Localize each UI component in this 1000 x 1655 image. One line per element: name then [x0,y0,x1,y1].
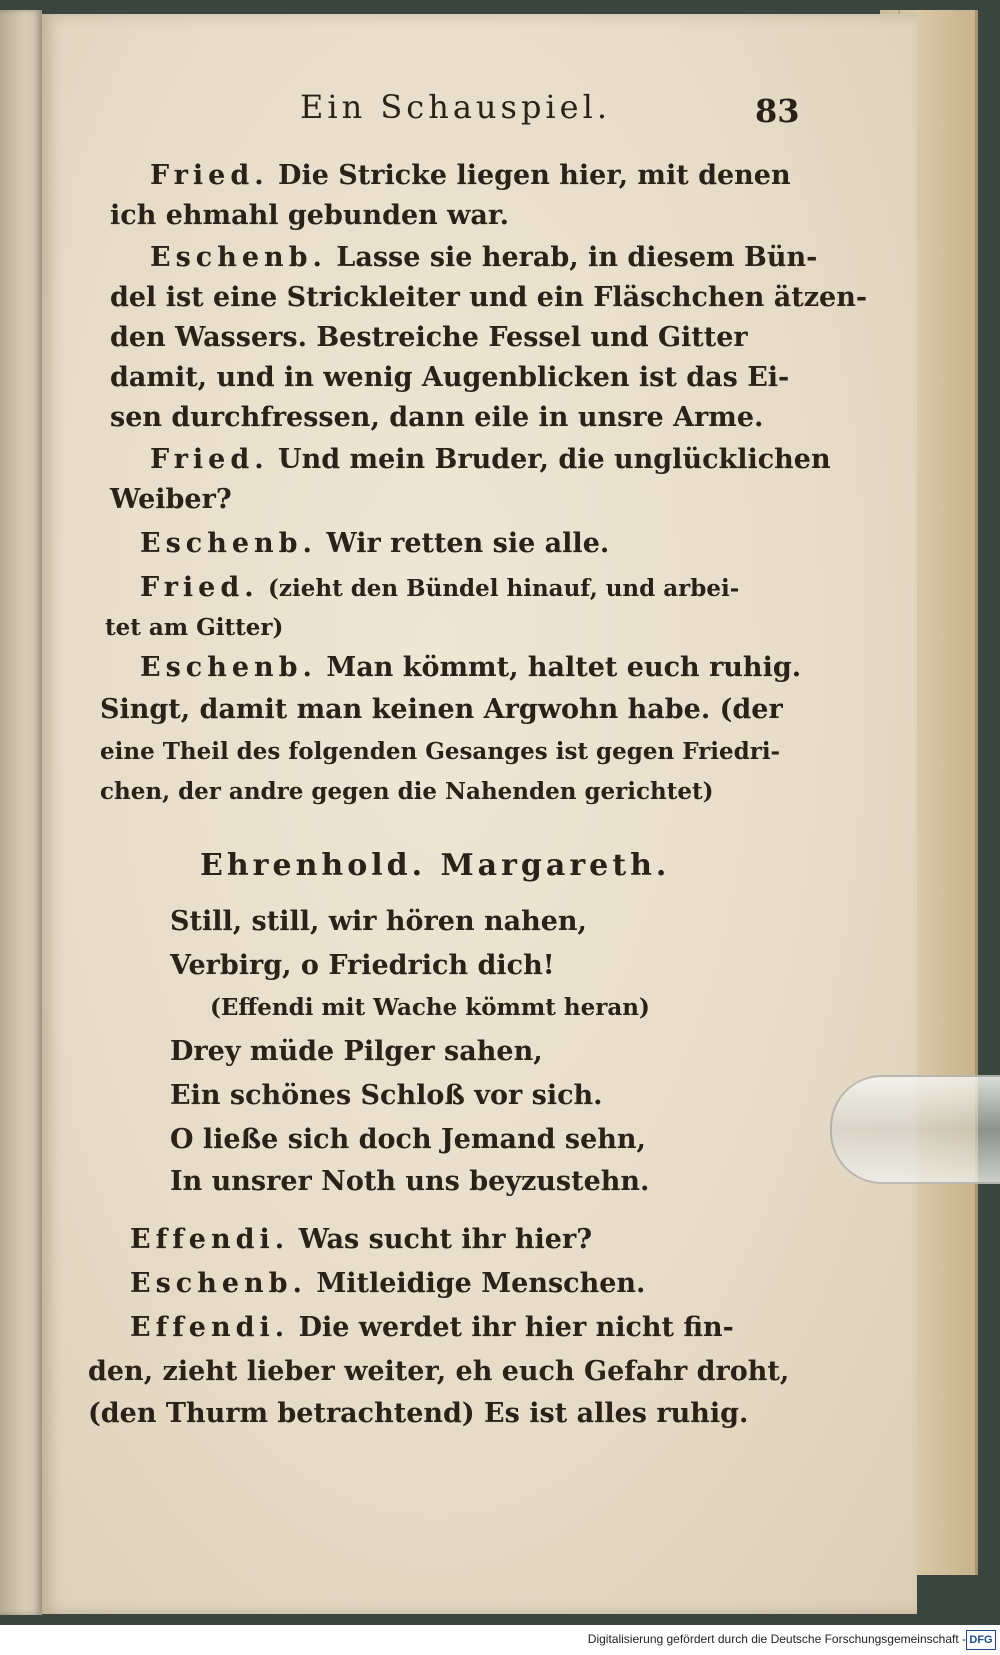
digitization-footer [0,1625,1000,1655]
text-line [150,444,831,475]
funding-credit: Digitalisierung gefördert durch die Deutsche Forschungsgemeinschaft - [587,1632,966,1646]
line-text: damit, und in wenig Augenblicken ist das Ei- [110,362,790,393]
verse-line: O ließe sich doch Jemand sehn, [170,1124,646,1155]
text-line [88,1356,789,1387]
speaker-name: Eschenb. [150,242,327,273]
text-line [150,242,817,273]
speaker-name: Effendi. [130,1224,290,1255]
line-text: Die werdet ihr hier nicht fin- [298,1312,734,1343]
text-line [110,200,509,231]
verse-line: Drey müde Pilger sahen, [170,1036,543,1067]
text-line [105,614,283,641]
stage-direction: (zieht den Bündel hinauf, und arbei- [268,575,740,602]
line-text: del ist eine Strickleiter und ein Fläschchen ätzen- [110,282,868,313]
verse-line: In unsrer Noth uns beyzustehn. [170,1166,650,1197]
line-text: Und mein Bruder, die unglücklichen [278,444,831,475]
page-clip [830,1075,1000,1184]
running-header: Ein Schauspiel. [300,88,611,126]
text-line [110,282,867,313]
line-text: Was sucht ihr hier? [298,1224,593,1255]
facing-page-edge [0,10,42,1615]
line-text: den Wassers. Bestreiche Fessel und Gitter [110,322,748,353]
text-line [140,572,739,603]
text-line [140,652,801,683]
line-text: (den Thurm betrachtend) Es ist alles ruhig. [88,1398,749,1429]
verse-line: Still, still, wir hören nahen, [170,906,587,937]
line-text: Wir retten sie alle. [326,528,610,559]
speaker-name: Fried. [150,160,269,191]
text-line [110,402,763,433]
line-text: Weiber? [110,484,232,515]
speaker-name: Eschenb. [130,1268,307,1299]
text-line [100,778,714,805]
stage-direction: tet am Gitter) [105,614,284,641]
speaker-name: Fried. [140,572,259,603]
page-number: 83 [755,92,800,130]
line-text: Die Stricke liegen hier, mit denen [278,160,791,191]
verse-stage-direction: (Effendi mit Wache kömmt heran) [210,994,650,1021]
verse-line: Verbirg, o Friedrich dich! [170,950,555,981]
text-line [110,484,232,515]
text-line [100,694,783,725]
text-line [110,322,748,353]
text-line [110,362,789,393]
line-text: den, zieht lieber weiter, eh euch Gefahr droht, [88,1356,790,1387]
text-line [88,1398,748,1429]
stage-direction: eine Theil des folgenden Gesanges ist gegen Friedri- [100,738,781,765]
speaker-name: Effendi. [130,1312,290,1343]
speaker-name: Eschenb. [140,652,317,683]
line-text: ich ehmahl gebunden war. [110,200,510,231]
line-text: Singt, damit man keinen Argwohn habe. (der [100,694,783,725]
text-line [150,160,791,191]
text-line [130,1312,734,1343]
text-line [130,1224,592,1255]
stage-direction: chen, der andre gegen die Nahenden gerichtet) [100,778,714,805]
text-line [140,528,609,559]
dfg-logo-icon: DFG [966,1630,996,1650]
line-text: Mitleidige Menschen. [316,1268,646,1299]
speaker-name: Fried. [150,444,269,475]
verse-line: Ein schönes Schloß vor sich. [170,1080,603,1111]
line-text: Lasse sie herab, in diesem Bün- [336,242,818,273]
text-line [130,1268,645,1299]
speaker-name: Eschenb. [140,528,317,559]
line-text: sen durchfressen, dann eile in unsre Arme. [110,402,764,433]
line-text: Man kömmt, haltet euch ruhig. [326,652,802,683]
song-heading: Ehrenhold. Margareth. [200,848,671,883]
text-line [100,738,780,765]
